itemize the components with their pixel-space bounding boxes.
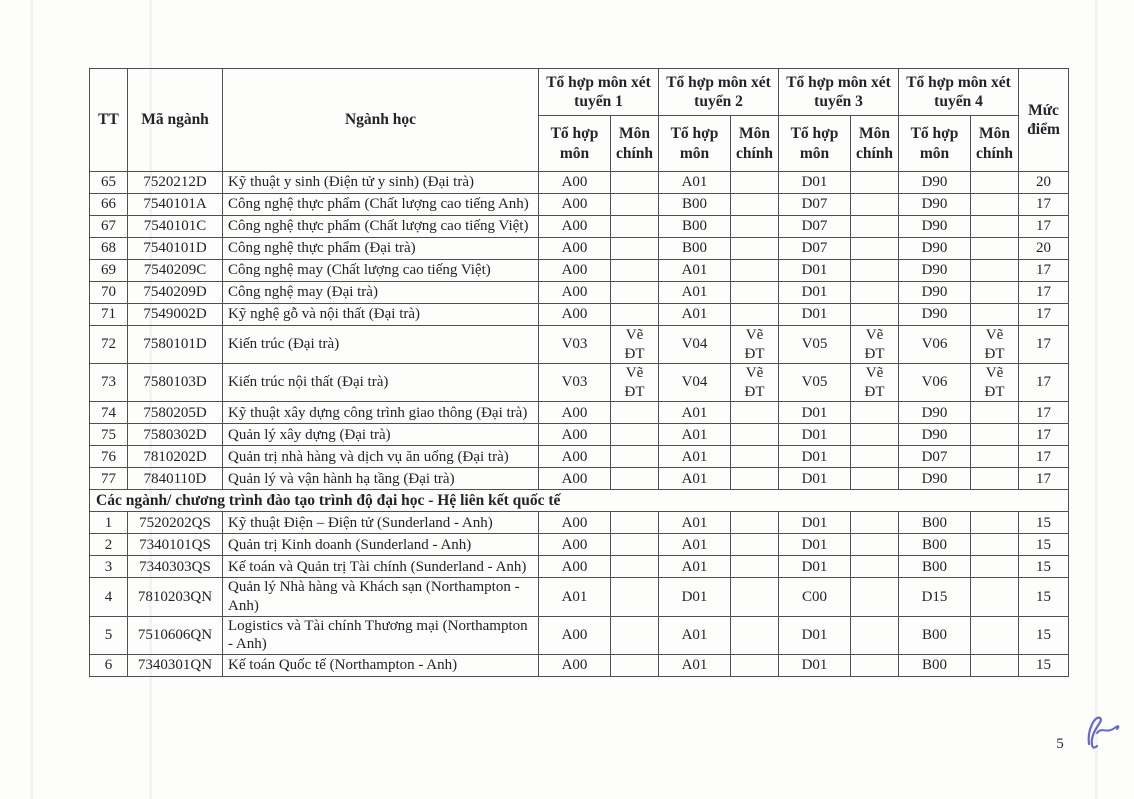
cell-main-2 — [731, 304, 779, 326]
cell-combo-2: A01 — [659, 304, 731, 326]
cell-main-3 — [851, 616, 899, 654]
cell-main-3 — [851, 446, 899, 468]
cell-combo-4: V06 — [899, 364, 971, 402]
cell-combo-2: A01 — [659, 512, 731, 534]
cell-main-1 — [611, 616, 659, 654]
cell-code: 7540209D — [128, 282, 223, 304]
cell-main-4 — [971, 446, 1019, 468]
cell-major: Công nghệ may (Chất lượng cao tiếng Việt) — [223, 260, 539, 282]
cell-tt: 71 — [90, 304, 128, 326]
cell-main-1 — [611, 238, 659, 260]
cell-code: 7810202D — [128, 446, 223, 468]
cell-main-1 — [611, 534, 659, 556]
cell-main-2 — [731, 238, 779, 260]
cell-combo-3: D01 — [779, 402, 851, 424]
cell-major: Kiến trúc (Đại trà) — [223, 326, 539, 364]
cell-main-4 — [971, 304, 1019, 326]
cell-main-2 — [731, 402, 779, 424]
cell-main-1 — [611, 512, 659, 534]
cell-major: Kiến trúc nội thất (Đại trà) — [223, 364, 539, 402]
cell-combo-4: B00 — [899, 512, 971, 534]
scan-streak — [1095, 0, 1098, 799]
cell-tt: 65 — [90, 172, 128, 194]
col-header-code: Mã ngành — [128, 69, 223, 172]
cell-main-1 — [611, 402, 659, 424]
cell-combo-1: V03 — [539, 326, 611, 364]
cell-main-3 — [851, 578, 899, 616]
cell-main-1 — [611, 172, 659, 194]
cell-major: Kế toán và Quản trị Tài chính (Sunderland - Anh) — [223, 556, 539, 578]
table-row — [90, 172, 1069, 194]
cell-main-3 — [851, 238, 899, 260]
cell-main-4 — [971, 578, 1019, 616]
cell-combo-3: D01 — [779, 468, 851, 490]
cell-tt: 67 — [90, 216, 128, 238]
cell-main-2: Vẽ ĐT — [731, 364, 779, 402]
col-header-score: Mức điểm — [1019, 69, 1069, 172]
cell-main-3: Vẽ ĐT — [851, 326, 899, 364]
cell-main-4 — [971, 424, 1019, 446]
cell-combo-3: V05 — [779, 364, 851, 402]
cell-main-2 — [731, 446, 779, 468]
cell-combo-4: D90 — [899, 424, 971, 446]
cell-combo-2: B00 — [659, 238, 731, 260]
cell-major: Quản lý xây dựng (Đại trà) — [223, 424, 539, 446]
col-header-major: Ngành học — [223, 69, 539, 172]
cell-main-4 — [971, 534, 1019, 556]
cell-main-3 — [851, 468, 899, 490]
cell-combo-1: A00 — [539, 512, 611, 534]
cell-code: 7580103D — [128, 364, 223, 402]
cell-major: Quản lý Nhà hàng và Khách sạn (Northampton - Anh) — [223, 578, 539, 616]
col-header-tt: TT — [90, 69, 128, 172]
table-row — [90, 512, 1069, 534]
table-row — [90, 468, 1069, 490]
cell-combo-1: A00 — [539, 282, 611, 304]
col-subheader-main-2: Môn chính — [731, 116, 779, 172]
table-row — [90, 216, 1069, 238]
cell-main-4: Vẽ ĐT — [971, 364, 1019, 402]
cell-code: 7520212D — [128, 172, 223, 194]
cell-main-3 — [851, 172, 899, 194]
cell-combo-3: D01 — [779, 556, 851, 578]
cell-code: 7540101A — [128, 194, 223, 216]
cell-combo-1: A00 — [539, 194, 611, 216]
cell-main-3 — [851, 304, 899, 326]
cell-combo-1: A00 — [539, 654, 611, 676]
cell-tt: 77 — [90, 468, 128, 490]
cell-combo-2: A01 — [659, 424, 731, 446]
cell-code: 7340301QN — [128, 654, 223, 676]
cell-tt: 68 — [90, 238, 128, 260]
cell-code: 7580302D — [128, 424, 223, 446]
cell-main-1 — [611, 260, 659, 282]
cell-combo-3: D01 — [779, 616, 851, 654]
cell-score: 17 — [1019, 402, 1069, 424]
cell-main-3 — [851, 260, 899, 282]
cell-combo-4: B00 — [899, 534, 971, 556]
cell-tt: 74 — [90, 402, 128, 424]
cell-tt: 2 — [90, 534, 128, 556]
cell-major: Quản trị nhà hàng và dịch vụ ăn uống (Đại trà) — [223, 446, 539, 468]
cell-score: 17 — [1019, 216, 1069, 238]
cell-score: 17 — [1019, 326, 1069, 364]
cell-tt: 3 — [90, 556, 128, 578]
table-row — [90, 534, 1069, 556]
cell-combo-1: A00 — [539, 238, 611, 260]
cell-combo-3: D07 — [779, 238, 851, 260]
table-row — [90, 556, 1069, 578]
admissions-table — [89, 68, 1069, 677]
cell-score: 20 — [1019, 172, 1069, 194]
cell-combo-1: A00 — [539, 446, 611, 468]
cell-combo-3: D01 — [779, 260, 851, 282]
cell-main-2 — [731, 172, 779, 194]
cell-score: 17 — [1019, 304, 1069, 326]
cell-main-4 — [971, 654, 1019, 676]
cell-combo-1: A00 — [539, 304, 611, 326]
cell-score: 17 — [1019, 260, 1069, 282]
section-header-row — [90, 490, 1069, 512]
cell-main-1 — [611, 578, 659, 616]
cell-combo-4: D90 — [899, 172, 971, 194]
table-row — [90, 282, 1069, 304]
cell-main-4 — [971, 216, 1019, 238]
cell-combo-1: A00 — [539, 260, 611, 282]
col-subheader-combo-1: Tổ hợp môn — [539, 116, 611, 172]
table-row — [90, 304, 1069, 326]
cell-tt: 72 — [90, 326, 128, 364]
cell-main-1 — [611, 654, 659, 676]
col-header-group-3: Tổ hợp môn xét tuyển 3 — [779, 69, 899, 116]
cell-code: 7580101D — [128, 326, 223, 364]
cell-main-3 — [851, 402, 899, 424]
cell-major: Logistics và Tài chính Thương mại (Northampton - Anh) — [223, 616, 539, 654]
table-row — [90, 194, 1069, 216]
col-subheader-combo-3: Tổ hợp môn — [779, 116, 851, 172]
cell-tt: 4 — [90, 578, 128, 616]
cell-tt: 73 — [90, 364, 128, 402]
cell-combo-2: D01 — [659, 578, 731, 616]
cell-combo-1: V03 — [539, 364, 611, 402]
cell-tt: 1 — [90, 512, 128, 534]
cell-combo-3: D01 — [779, 424, 851, 446]
cell-tt: 69 — [90, 260, 128, 282]
cell-major: Kỹ nghệ gỗ và nội thất (Đại trà) — [223, 304, 539, 326]
cell-main-4 — [971, 556, 1019, 578]
cell-combo-2: B00 — [659, 216, 731, 238]
table-row — [90, 238, 1069, 260]
cell-combo-3: D01 — [779, 446, 851, 468]
cell-main-2 — [731, 616, 779, 654]
cell-major: Kỹ thuật Điện – Điện tử (Sunderland - Anh) — [223, 512, 539, 534]
cell-combo-2: V04 — [659, 326, 731, 364]
cell-major: Công nghệ thực phẩm (Chất lượng cao tiếng Việt) — [223, 216, 539, 238]
cell-combo-4: B00 — [899, 556, 971, 578]
cell-main-1 — [611, 282, 659, 304]
cell-main-4: Vẽ ĐT — [971, 326, 1019, 364]
cell-main-3 — [851, 194, 899, 216]
cell-combo-4: D90 — [899, 238, 971, 260]
cell-score: 15 — [1019, 512, 1069, 534]
cell-main-4 — [971, 172, 1019, 194]
cell-tt: 66 — [90, 194, 128, 216]
table-row — [90, 364, 1069, 402]
cell-code: 7540101C — [128, 216, 223, 238]
col-header-group-1: Tổ hợp môn xét tuyển 1 — [539, 69, 659, 116]
cell-combo-2: A01 — [659, 616, 731, 654]
cell-major: Công nghệ thực phẩm (Chất lượng cao tiếng Anh) — [223, 194, 539, 216]
cell-combo-4: B00 — [899, 654, 971, 676]
cell-major: Kỹ thuật y sinh (Điện tử y sinh) (Đại trà) — [223, 172, 539, 194]
cell-main-2 — [731, 260, 779, 282]
cell-main-1: Vẽ ĐT — [611, 364, 659, 402]
cell-code: 7520202QS — [128, 512, 223, 534]
cell-main-2 — [731, 216, 779, 238]
cell-main-3 — [851, 654, 899, 676]
cell-main-2 — [731, 282, 779, 304]
cell-combo-3: D01 — [779, 282, 851, 304]
cell-combo-4: D90 — [899, 402, 971, 424]
cell-tt: 70 — [90, 282, 128, 304]
cell-combo-2: B00 — [659, 194, 731, 216]
cell-combo-2: V04 — [659, 364, 731, 402]
cell-combo-1: A00 — [539, 534, 611, 556]
cell-main-2 — [731, 194, 779, 216]
section-header-label: Các ngành/ chương trình đào tạo trình độ đại học - Hệ liên kết quốc tế — [90, 490, 1069, 512]
table-row — [90, 424, 1069, 446]
col-subheader-combo-2: Tổ hợp môn — [659, 116, 731, 172]
cell-combo-4: D90 — [899, 194, 971, 216]
cell-main-3 — [851, 556, 899, 578]
cell-combo-4: D90 — [899, 468, 971, 490]
cell-tt: 5 — [90, 616, 128, 654]
cell-combo-3: D07 — [779, 216, 851, 238]
cell-combo-1: A00 — [539, 172, 611, 194]
cell-combo-3: D01 — [779, 172, 851, 194]
cell-main-2 — [731, 654, 779, 676]
table-row — [90, 654, 1069, 676]
cell-score: 15 — [1019, 556, 1069, 578]
cell-score: 17 — [1019, 468, 1069, 490]
cell-main-4 — [971, 616, 1019, 654]
cell-code: 7810203QN — [128, 578, 223, 616]
cell-combo-4: D15 — [899, 578, 971, 616]
cell-main-4 — [971, 468, 1019, 490]
cell-code: 7549002D — [128, 304, 223, 326]
cell-combo-2: A01 — [659, 260, 731, 282]
cell-major: Công nghệ thực phẩm (Đại trà) — [223, 238, 539, 260]
cell-score: 15 — [1019, 654, 1069, 676]
cell-combo-2: A01 — [659, 446, 731, 468]
cell-main-1 — [611, 446, 659, 468]
header-row-groups — [90, 69, 1069, 116]
cell-combo-1: A00 — [539, 424, 611, 446]
cell-score: 17 — [1019, 364, 1069, 402]
cell-code: 7340101QS — [128, 534, 223, 556]
cell-combo-3: D07 — [779, 194, 851, 216]
cell-code: 7540209C — [128, 260, 223, 282]
cell-main-2 — [731, 556, 779, 578]
cell-main-4 — [971, 282, 1019, 304]
cell-combo-4: D90 — [899, 304, 971, 326]
cell-main-4 — [971, 260, 1019, 282]
cell-combo-1: A00 — [539, 216, 611, 238]
cell-main-3 — [851, 424, 899, 446]
cell-combo-2: A01 — [659, 468, 731, 490]
cell-main-4 — [971, 238, 1019, 260]
table-row — [90, 578, 1069, 616]
cell-major: Quản lý và vận hành hạ tầng (Đại trà) — [223, 468, 539, 490]
cell-combo-4: B00 — [899, 616, 971, 654]
cell-tt: 75 — [90, 424, 128, 446]
cell-main-3 — [851, 534, 899, 556]
cell-code: 7540101D — [128, 238, 223, 260]
table-row — [90, 260, 1069, 282]
cell-combo-3: C00 — [779, 578, 851, 616]
cell-code: 7510606QN — [128, 616, 223, 654]
cell-combo-4: D90 — [899, 282, 971, 304]
col-subheader-main-4: Môn chính — [971, 116, 1019, 172]
cell-main-3 — [851, 282, 899, 304]
cell-main-1 — [611, 468, 659, 490]
cell-combo-1: A01 — [539, 578, 611, 616]
cell-combo-2: A01 — [659, 534, 731, 556]
cell-score: 15 — [1019, 616, 1069, 654]
col-subheader-combo-4: Tổ hợp môn — [899, 116, 971, 172]
cell-combo-3: D01 — [779, 654, 851, 676]
cell-main-3: Vẽ ĐT — [851, 364, 899, 402]
cell-combo-1: A00 — [539, 556, 611, 578]
page-number: 5 — [1056, 736, 1064, 752]
cell-combo-4: V06 — [899, 326, 971, 364]
cell-score: 15 — [1019, 534, 1069, 556]
cell-main-1: Vẽ ĐT — [611, 326, 659, 364]
cell-combo-2: A01 — [659, 654, 731, 676]
cell-combo-4: D90 — [899, 216, 971, 238]
cell-score: 15 — [1019, 578, 1069, 616]
cell-main-1 — [611, 424, 659, 446]
cell-combo-3: D01 — [779, 534, 851, 556]
cell-main-4 — [971, 194, 1019, 216]
cell-score: 17 — [1019, 446, 1069, 468]
cell-main-1 — [611, 194, 659, 216]
cell-main-2: Vẽ ĐT — [731, 326, 779, 364]
cell-main-3 — [851, 512, 899, 534]
cell-main-1 — [611, 216, 659, 238]
cell-combo-2: A01 — [659, 402, 731, 424]
cell-main-1 — [611, 556, 659, 578]
col-subheader-main-3: Môn chính — [851, 116, 899, 172]
scan-streak — [30, 0, 33, 799]
cell-main-2 — [731, 424, 779, 446]
table-row — [90, 616, 1069, 654]
cell-score: 17 — [1019, 194, 1069, 216]
cell-main-2 — [731, 534, 779, 556]
cell-combo-1: A00 — [539, 616, 611, 654]
cell-main-4 — [971, 512, 1019, 534]
cell-major: Quản trị Kinh doanh (Sunderland - Anh) — [223, 534, 539, 556]
cell-combo-4: D07 — [899, 446, 971, 468]
cell-tt: 76 — [90, 446, 128, 468]
cell-combo-2: A01 — [659, 556, 731, 578]
cell-score: 20 — [1019, 238, 1069, 260]
cell-score: 17 — [1019, 424, 1069, 446]
cell-major: Kỹ thuật xây dựng công trình giao thông (Đại trà) — [223, 402, 539, 424]
cell-main-1 — [611, 304, 659, 326]
cell-major: Công nghệ may (Đại trà) — [223, 282, 539, 304]
cell-tt: 6 — [90, 654, 128, 676]
cell-main-2 — [731, 512, 779, 534]
cell-combo-3: D01 — [779, 512, 851, 534]
cell-combo-1: A00 — [539, 402, 611, 424]
signature-mark — [1076, 708, 1128, 762]
col-header-group-2: Tổ hợp môn xét tuyển 2 — [659, 69, 779, 116]
table-row — [90, 446, 1069, 468]
cell-code: 7340303QS — [128, 556, 223, 578]
cell-code: 7580205D — [128, 402, 223, 424]
table-row — [90, 326, 1069, 364]
cell-code: 7840110D — [128, 468, 223, 490]
cell-combo-4: D90 — [899, 260, 971, 282]
cell-score: 17 — [1019, 282, 1069, 304]
cell-combo-1: A00 — [539, 468, 611, 490]
cell-combo-2: A01 — [659, 282, 731, 304]
col-subheader-main-1: Môn chính — [611, 116, 659, 172]
cell-main-2 — [731, 578, 779, 616]
cell-combo-3: D01 — [779, 304, 851, 326]
cell-combo-3: V05 — [779, 326, 851, 364]
cell-main-2 — [731, 468, 779, 490]
cell-combo-2: A01 — [659, 172, 731, 194]
cell-main-3 — [851, 216, 899, 238]
table-row — [90, 402, 1069, 424]
col-header-group-4: Tổ hợp môn xét tuyển 4 — [899, 69, 1019, 116]
cell-main-4 — [971, 402, 1019, 424]
cell-major: Kế toán Quốc tế (Northampton - Anh) — [223, 654, 539, 676]
